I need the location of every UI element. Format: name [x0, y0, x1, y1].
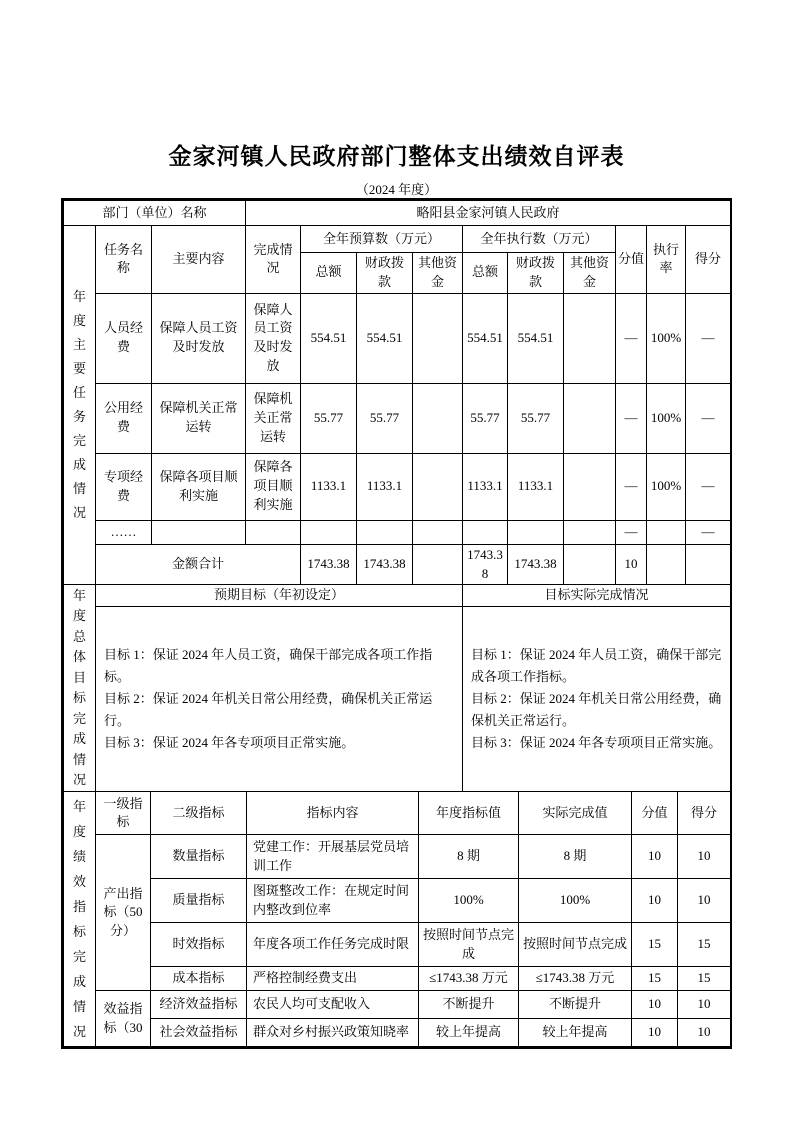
- table-row: [64, 991, 731, 1019]
- side-label-performance: [64, 792, 96, 1047]
- cell-exec-other: [564, 453, 616, 520]
- table-row: [64, 226, 731, 253]
- cell-budget-other: [413, 383, 463, 453]
- cell-exec-rate: 100%: [647, 293, 686, 383]
- header-target-value: 年度指标值: [419, 792, 519, 835]
- cell-exec-fiscal: 1743.38: [508, 544, 564, 585]
- cell-level2: 社会效益指标: [151, 1019, 247, 1047]
- cell-indicator-content: 严格控制经费支出: [247, 967, 419, 991]
- cell-level2: 时效指标: [151, 923, 247, 967]
- cell-level2: 质量指标: [151, 879, 247, 923]
- cell-completion: 保障各项目顺利实施: [246, 453, 301, 520]
- header-level1-indicator: 一级指标: [96, 792, 151, 835]
- cell-exec-rate: 100%: [647, 453, 686, 520]
- side-label-text: 年度总体目标完成情况: [72, 587, 86, 788]
- cell-exec-rate: 100%: [647, 383, 686, 453]
- cell-points: 15: [632, 967, 678, 991]
- self-evaluation-table: [61, 198, 732, 1049]
- cell-task-name: 人员经费: [96, 293, 152, 383]
- page-title: 金家河镇人民政府部门整体支出绩效自评表: [168, 143, 625, 169]
- cell-completion: 保障人员工资及时发放: [246, 293, 301, 383]
- cell-level1-benefit: 效益指标（30: [96, 991, 151, 1047]
- dept-name-value: 略阳县金家河镇人民政府: [246, 201, 731, 226]
- cell-actual-value: ≤1743.38 万元: [519, 967, 632, 991]
- cell-score: 10: [678, 991, 731, 1019]
- cell-score: —: [686, 520, 731, 544]
- cell-indicator-content: 图斑整改工作：在规定时间内整改到位率: [247, 879, 419, 923]
- cell-points: —: [616, 293, 647, 383]
- header-exec-group: 全年执行数（万元）: [463, 226, 616, 253]
- table-row: [64, 967, 731, 991]
- cell-task-name: ……: [96, 520, 152, 544]
- header-points: 分值: [616, 226, 647, 294]
- cell-target-value: ≤1743.38 万元: [419, 967, 519, 991]
- cell-actual-value: 不断提升: [519, 991, 632, 1019]
- annual-goals-table: [63, 584, 731, 792]
- cell-level1-output: 产出指标（50分）: [96, 835, 151, 991]
- cell-task-name: 专项经费: [96, 453, 152, 520]
- cell-budget-total: 1133.1: [301, 453, 357, 520]
- header-task-name: 任务名称: [96, 226, 152, 294]
- cell-main-content: [152, 520, 246, 544]
- table-row: [64, 293, 731, 383]
- cell-main-content: 保障各项目顺利实施: [152, 453, 246, 520]
- cell-level2: 数量指标: [151, 835, 247, 879]
- header-actual-value: 实际完成值: [519, 792, 632, 835]
- cell-points: —: [616, 520, 647, 544]
- cell-score: 15: [678, 967, 731, 991]
- cell-target-value: 按照时间节点完成: [419, 923, 519, 967]
- cell-budget-fiscal: 55.77: [357, 383, 413, 453]
- cell-level2: 经济效益指标: [151, 991, 247, 1019]
- table-row: [64, 585, 731, 607]
- cell-exec-other: [564, 293, 616, 383]
- header-indicator-content: 指标内容: [247, 792, 419, 835]
- cell-actual-value: 8 期: [519, 835, 632, 879]
- table-row: [64, 879, 731, 923]
- cell-score: 10: [678, 1019, 731, 1047]
- cell-score: 10: [678, 879, 731, 923]
- cell-budget-other: [413, 544, 463, 585]
- cell-actual-value: 100%: [519, 879, 632, 923]
- table-row-total: [64, 544, 731, 585]
- table-row: [64, 201, 731, 226]
- header-budget-group: 全年预算数（万元）: [301, 226, 463, 253]
- actual-goal-1: 目标 1：保证 2024 年人员工资，确保干部完成各项工作指标。: [471, 647, 722, 685]
- cell-target-value: 较上年提高: [419, 1019, 519, 1047]
- cell-amount-total-label: 金额合计: [96, 544, 301, 585]
- cell-indicator-content: 农民人均可支配收入: [247, 991, 419, 1019]
- header-budget-fiscal: 财政拨款: [357, 253, 413, 294]
- cell-exec-other: [564, 383, 616, 453]
- cell-score: —: [686, 293, 731, 383]
- header-expected-goals: 预期目标（年初设定）: [96, 585, 463, 607]
- cell-budget-total: 55.77: [301, 383, 357, 453]
- cell-score: 10: [678, 835, 731, 879]
- cell-exec-total: 1133.1: [463, 453, 508, 520]
- side-label-annual-tasks: [64, 226, 96, 585]
- cell-budget-total: [301, 520, 357, 544]
- header-score: 得分: [686, 226, 731, 294]
- table-row: [64, 792, 731, 835]
- table-row: [64, 1019, 731, 1047]
- cell-budget-other: [413, 293, 463, 383]
- header-exec-rate: 执行率: [647, 226, 686, 294]
- header-main-content: 主要内容: [152, 226, 246, 294]
- table-row: [64, 383, 731, 453]
- cell-completion: 保障机关正常运转: [246, 383, 301, 453]
- cell-score: —: [686, 383, 731, 453]
- cell-points: 10: [632, 991, 678, 1019]
- cell-score: —: [686, 453, 731, 520]
- cell-budget-total: 554.51: [301, 293, 357, 383]
- table-row: [64, 835, 731, 879]
- cell-points: —: [616, 383, 647, 453]
- header-score: 得分: [678, 792, 731, 835]
- cell-target-value: 100%: [419, 879, 519, 923]
- cell-exec-fiscal: 1133.1: [508, 453, 564, 520]
- cell-points: 15: [632, 923, 678, 967]
- cell-actual-value: 按照时间节点完成: [519, 923, 632, 967]
- cell-exec-fiscal: 554.51: [508, 293, 564, 383]
- table-row: [64, 923, 731, 967]
- cell-exec-total: [463, 520, 508, 544]
- cell-target-value: 8 期: [419, 835, 519, 879]
- cell-budget-total: 1743.38: [301, 544, 357, 585]
- actual-goal-3: 目标 3：保证 2024 年各专项项目正常实施。: [471, 735, 722, 751]
- cell-budget-fiscal: 1743.38: [357, 544, 413, 585]
- cell-indicator-content: 党建工作：开展基层党员培训工作: [247, 835, 419, 879]
- header-exec-other: 其他资金: [564, 253, 616, 294]
- cell-exec-rate: [647, 544, 686, 585]
- cell-main-content: 保障机关正常运转: [152, 383, 246, 453]
- cell-points: 10: [616, 544, 647, 585]
- cell-points: 10: [632, 1019, 678, 1047]
- page-subtitle: （2024 年度）: [355, 182, 438, 197]
- cell-main-content: 保障人员工资及时发放: [152, 293, 246, 383]
- cell-level2: 成本指标: [151, 967, 247, 991]
- cell-points: 10: [632, 835, 678, 879]
- cell-actual-value: 较上年提高: [519, 1019, 632, 1047]
- side-label-text: 年度绩效指标完成情况: [72, 799, 86, 1040]
- header-completion: 完成情况: [246, 226, 301, 294]
- cell-budget-other: [413, 520, 463, 544]
- cell-points: 10: [632, 879, 678, 923]
- cell-budget-other: [413, 453, 463, 520]
- cell-exec-total: 554.51: [463, 293, 508, 383]
- expected-goal-3: 目标 3：保证 2024 年各专项项目正常实施。: [104, 735, 355, 751]
- side-label-text: 年度主要任务完成情况: [72, 289, 86, 521]
- cell-exec-total: 55.77: [463, 383, 508, 453]
- expected-goal-1: 目标 1：保证 2024 年人员工资，确保干部完成各项工作指标。: [104, 647, 433, 685]
- expected-goal-2: 目标 2：保证 2024 年机关日常公用经费，确保机关正常运行。: [104, 691, 433, 729]
- header-points: 分值: [632, 792, 678, 835]
- cell-budget-fiscal: 1133.1: [357, 453, 413, 520]
- cell-completion: [246, 520, 301, 544]
- cell-exec-fiscal: 55.77: [508, 383, 564, 453]
- annual-tasks-table: [63, 200, 731, 585]
- cell-indicator-content: 年度各项工作任务完成时限: [247, 923, 419, 967]
- cell-task-name: 公用经费: [96, 383, 152, 453]
- performance-indicators-table: [63, 791, 731, 1047]
- header-exec-fiscal: 财政拨款: [508, 253, 564, 294]
- table-row: [64, 520, 731, 544]
- table-row: [64, 607, 731, 792]
- cell-target-value: 不断提升: [419, 991, 519, 1019]
- cell-exec-fiscal: [508, 520, 564, 544]
- cell-actual-goals: [463, 607, 731, 792]
- actual-goal-2: 目标 2：保证 2024 年机关日常公用经费，确保机关正常运行。: [471, 691, 722, 729]
- cell-budget-fiscal: 554.51: [357, 293, 413, 383]
- cell-points: —: [616, 453, 647, 520]
- cell-expected-goals: [96, 607, 463, 792]
- side-label-annual-goals: [64, 585, 96, 792]
- cell-indicator-content: 群众对乡村振兴政策知晓率: [247, 1019, 419, 1047]
- table-row: [64, 453, 731, 520]
- cell-score: [686, 544, 731, 585]
- cell-exec-rate: [647, 520, 686, 544]
- header-budget-other: 其他资金: [413, 253, 463, 294]
- cell-budget-fiscal: [357, 520, 413, 544]
- header-budget-total: 总额: [301, 253, 357, 294]
- header-actual-completion: 目标实际完成情况: [463, 585, 731, 607]
- header-exec-total: 总额: [463, 253, 508, 294]
- header-level2-indicator: 二级指标: [151, 792, 247, 835]
- dept-name-label: 部门（单位）名称: [64, 201, 246, 226]
- cell-score: 15: [678, 923, 731, 967]
- cell-exec-other: [564, 544, 616, 585]
- cell-exec-other: [564, 520, 616, 544]
- cell-exec-total: 1743.38: [463, 544, 508, 585]
